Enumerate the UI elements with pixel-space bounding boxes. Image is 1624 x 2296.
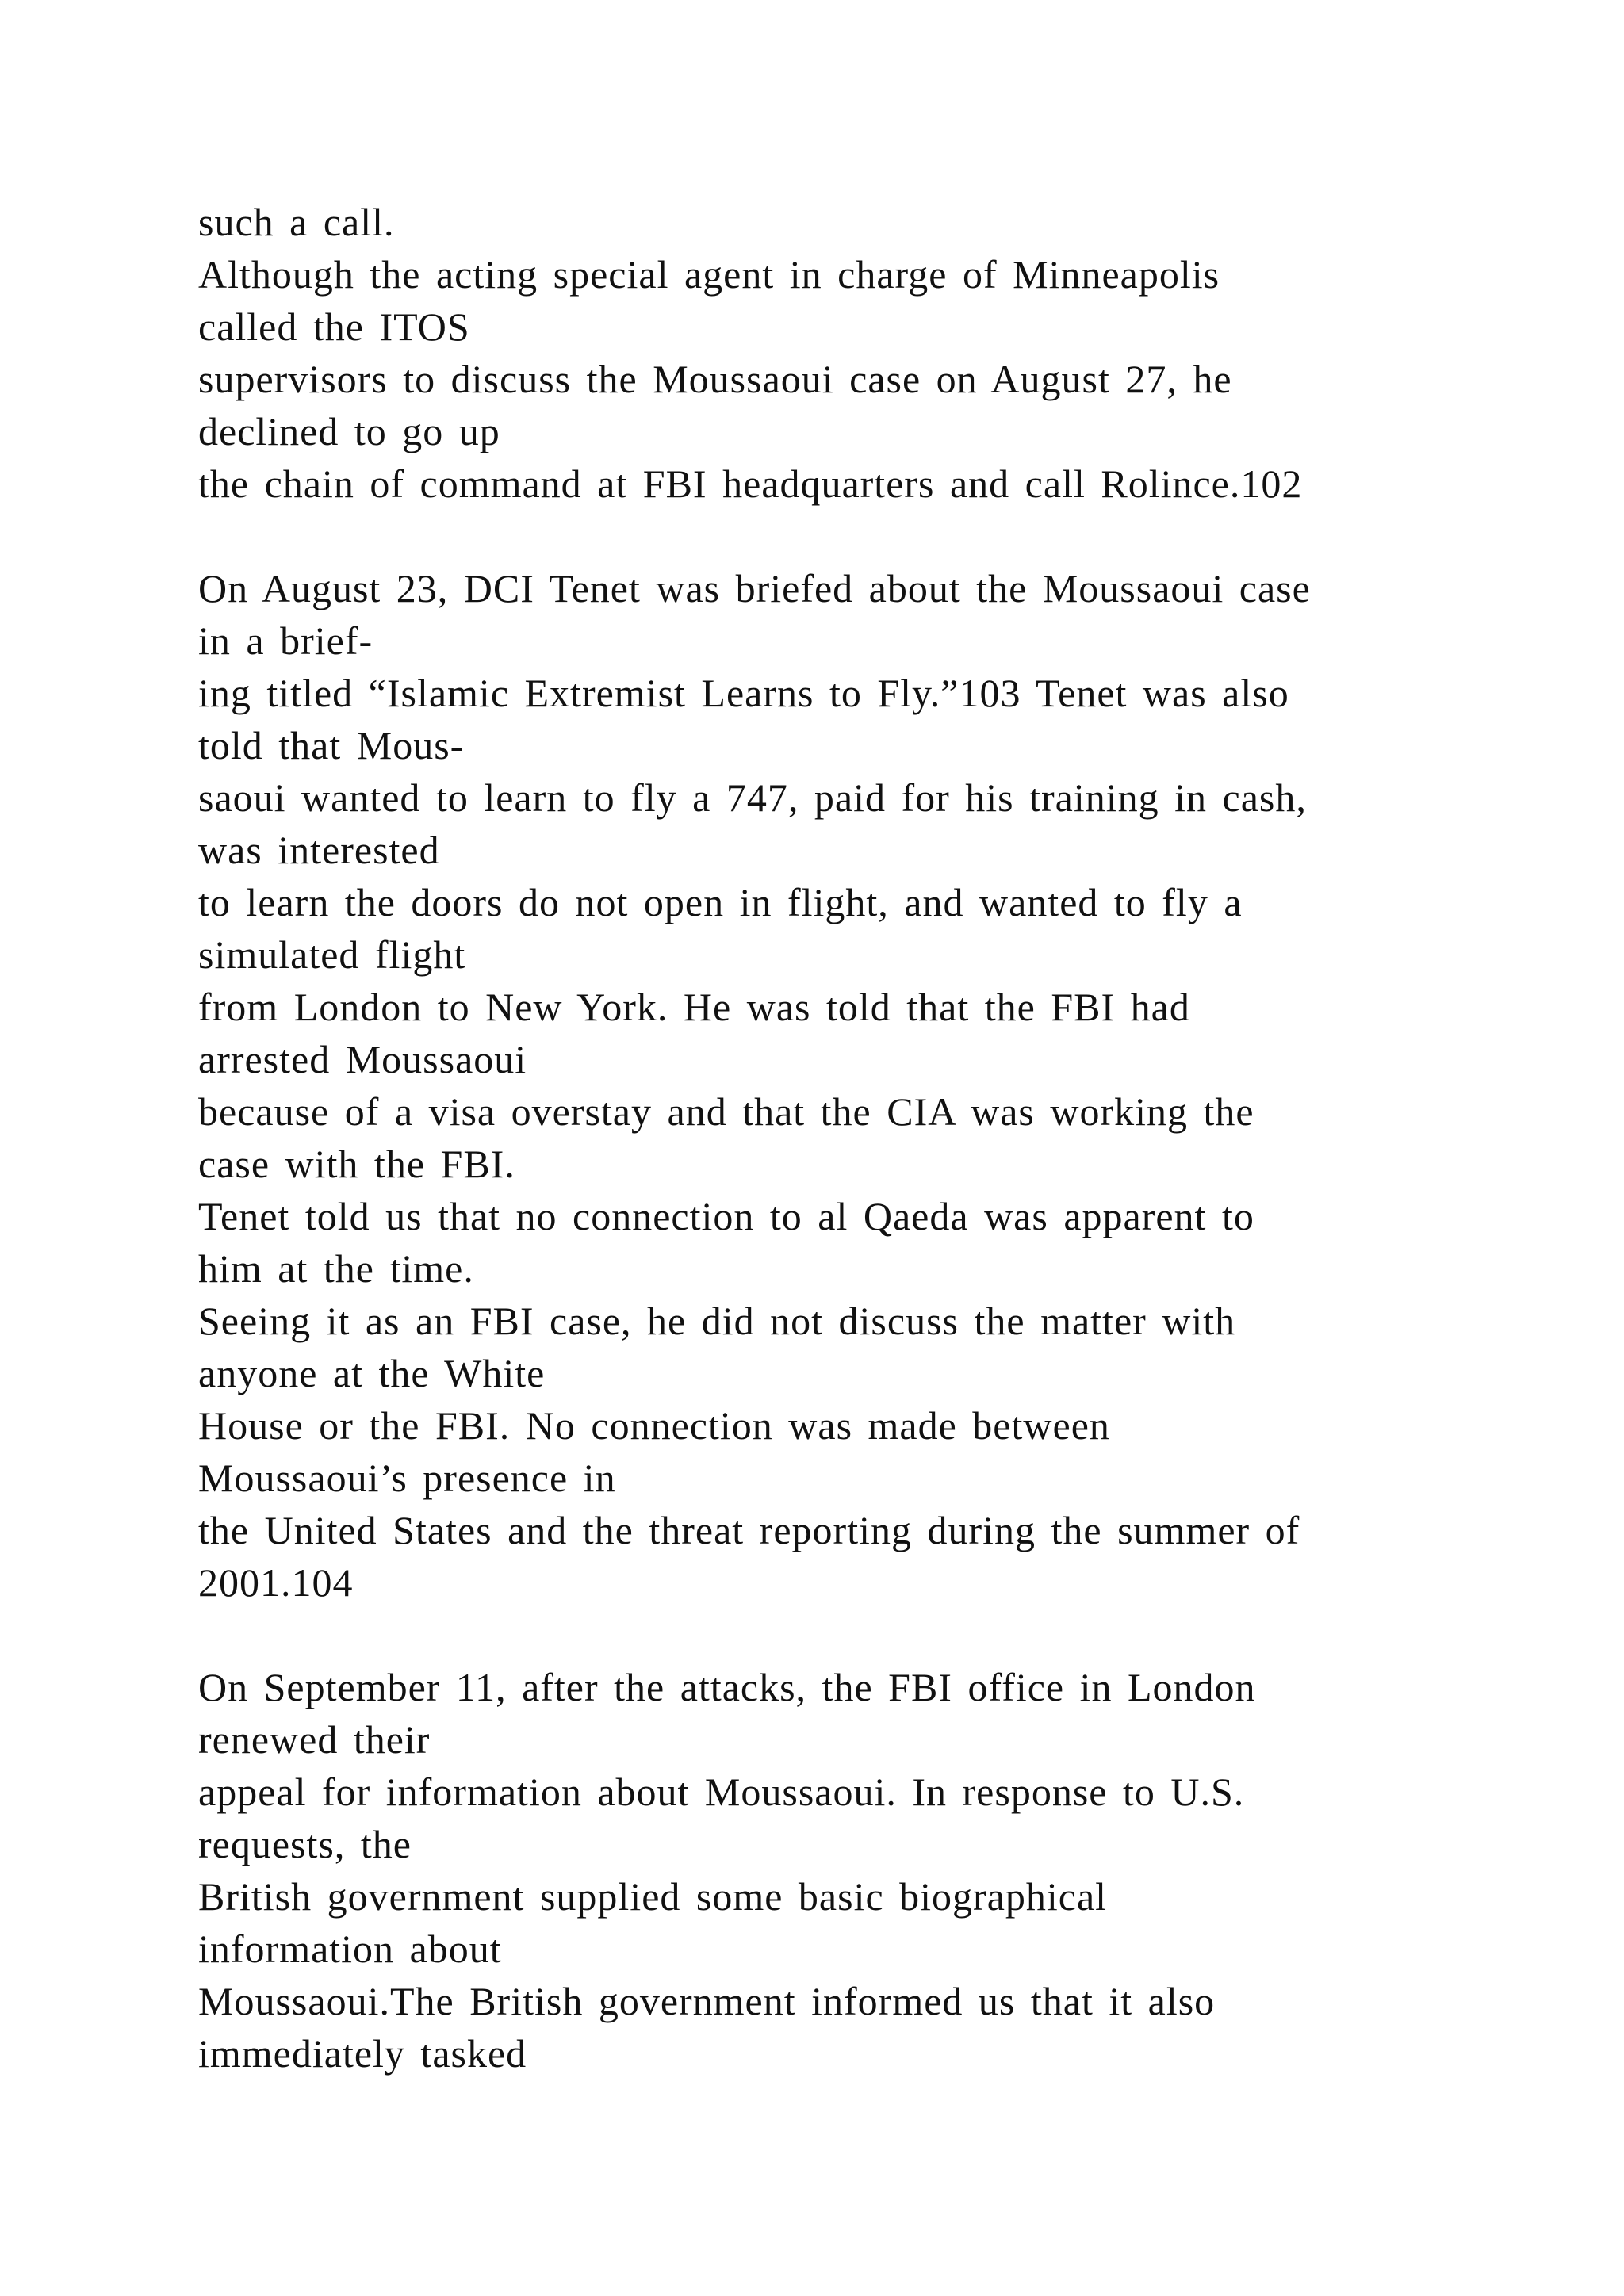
text-line: him at the time. — [198, 1246, 474, 1291]
text-line: saoui wanted to learn to fly a 747, paid for his training in cash, — [198, 775, 1307, 820]
text-line: appeal for information about Moussaoui. In response to U.S. — [198, 1770, 1245, 1814]
text-line: renewed their — [198, 1717, 431, 1762]
text-line: declined to go up — [198, 409, 500, 453]
text-line: British government supplied some basic biographical — [198, 1874, 1108, 1919]
text-line: case with the FBI. — [198, 1142, 515, 1186]
text-line: in a brief- — [198, 618, 373, 663]
text-line: Moussaoui’s presence in — [198, 1456, 616, 1500]
text-line: told that Mous- — [198, 723, 465, 767]
text-line: Seeing it as an FBI case, he did not discuss the matter with — [198, 1299, 1236, 1343]
text-line: simulated flight — [198, 932, 466, 977]
text-line: the United States and the threat reporting during the summer of — [198, 1508, 1300, 1552]
text-line: the chain of command at FBI headquarters and call Rolince.102 — [198, 461, 1303, 506]
text-line: House or the FBI. No connection was made between — [198, 1403, 1110, 1448]
text-line: called the ITOS — [198, 304, 470, 349]
text-line: anyone at the White — [198, 1351, 546, 1395]
text-line: information about — [198, 1927, 502, 1971]
text-line: Moussaoui.The British government informed us that it also — [198, 1979, 1216, 2023]
text-line: to learn the doors do not open in flight, and wanted to fly a — [198, 880, 1243, 924]
text-line: immediately tasked — [198, 2031, 527, 2076]
text-line: 2001.104 — [198, 1560, 354, 1605]
text-line: supervisors to discuss the Moussaoui case on August 27, he — [198, 357, 1232, 401]
text-line: Tenet told us that no connection to al Qaeda was apparent to — [198, 1194, 1254, 1238]
text-line: arrested Moussaoui — [198, 1037, 527, 1081]
text-line: ing titled “Islamic Extremist Learns to Fly.”103 Tenet was also — [198, 671, 1289, 715]
text-line: Although the acting special agent in charge of Minneapolis — [198, 252, 1220, 297]
text-line: On September 11, after the attacks, the FBI office in London — [198, 1665, 1256, 1709]
text-line: was interested — [198, 828, 440, 872]
text-line: from London to New York. He was told that the FBI had — [198, 985, 1190, 1029]
text-line: because of a visa overstay and that the CIA was working the — [198, 1089, 1254, 1134]
text-line: On August 23, DCI Tenet was briefed about the Moussaoui case — [198, 566, 1311, 610]
text-line: requests, the — [198, 1822, 412, 1866]
text-line: such a call. — [198, 200, 395, 244]
